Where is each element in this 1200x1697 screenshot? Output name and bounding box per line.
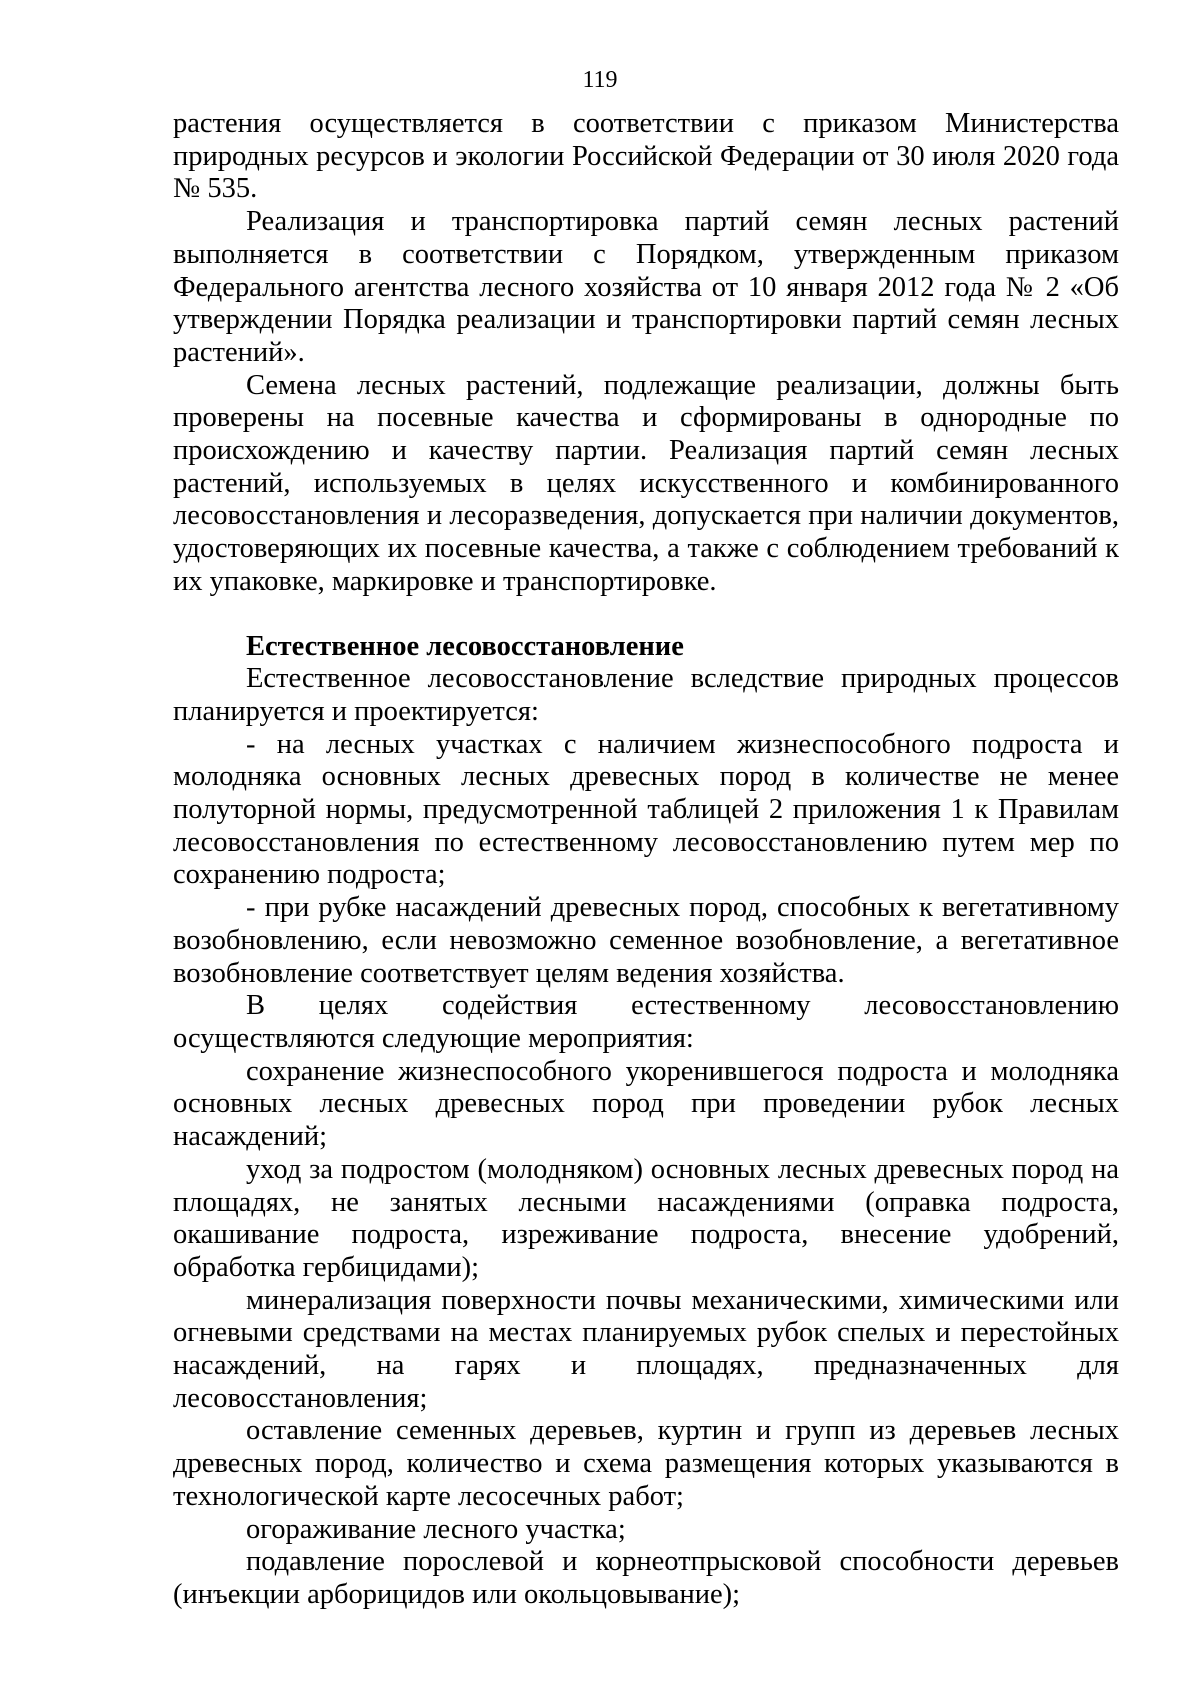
- page-number: 119: [582, 67, 618, 93]
- list-item-undergrowth: - на лесных участках с наличием жизнеспособного подроста и молодняка основных лесных древесных пород в количестве не менее полуторной нормы, предусмотренной таблицей 2 приложения 1 к Правилам лесовосстановления по естественному лесовосстановлению путем мер по сохранению подроста;: [173, 728, 1119, 891]
- measure-item: минерализация поверхности почвы механическими, химическими или огневыми средствами на местах планируемых рубок спелых и перестойных насаждений, на гарях и площадях, предназначенных для лесовосстановления;: [173, 1284, 1119, 1414]
- paragraph-intro: Естественное лесовосстановление вследствие природных процессов планируется и проектируется:: [173, 663, 1119, 727]
- measure-item: уход за подростом (молодняком) основных лесных древесных пород на площадях, не занятых лесными насаждениями (оправка подроста, окашивание подроста, изреживание подроста, внесение удобрений, обработка гербицидами);: [173, 1153, 1119, 1283]
- measure-item: подавление порослевой и корнеотпрысковой способности деревьев (инъекции арборицидов или окольцовывание);: [173, 1546, 1119, 1610]
- measure-item: оставление семенных деревьев, куртин и групп из деревьев лесных древесных пород, количество и схема размещения которых указываются в технологической карте лесосечных работ;: [173, 1415, 1119, 1512]
- section-heading: Естественное лесовосстановление: [246, 630, 684, 662]
- list-item-vegetative: - при рубке насаждений древесных пород, способных к вегетативному возобновлению, если невозможно семенное возобновление, а вегетативное возобновление соответствует целям ведения хозяйства.: [173, 892, 1119, 989]
- measure-item: сохранение жизнеспособного укоренившегося подроста и молодняка основных лесных древесных пород при проведении рубок лесных насаждений;: [173, 1055, 1119, 1153]
- paragraph-measures-intro: В целях содействия естественному лесовосстановлению осуществляются следующие мероприятия:: [173, 990, 1119, 1054]
- paragraph-seed-sale: Реализация и транспортировка партий семян лесных растений выполняется в соответствии с Порядком, утвержденным приказом Федерального агентства лесного хозяйства от 10 января 2012 года № 2 «Об утверждении Порядка реализации и транспортировки партий семян лесных растений».: [173, 206, 1119, 368]
- paragraph-continuation: растения осуществляется в соответствии с приказом Министерства природных ресурсов и экологии Российской Федерации от 30 июля 2020 года № 535.: [173, 108, 1119, 205]
- document-body: [173, 108, 1119, 1612]
- paragraph-seed-quality: Семена лесных растений, подлежащие реализации, должны быть проверены на посевные качества и сформированы в однородные по происхождению и качеству партии. Реализация партий семян лесных растений, используемых в целях искусственного и комбинированного лесовосстановления и лесоразведения, допускается при наличии документов, удостоверяющих их посевные качества, а также с соблюдением требований к их упаковке, маркировке и транспортировке.: [173, 369, 1119, 597]
- measure-item: огораживание лесного участка;: [246, 1513, 626, 1545]
